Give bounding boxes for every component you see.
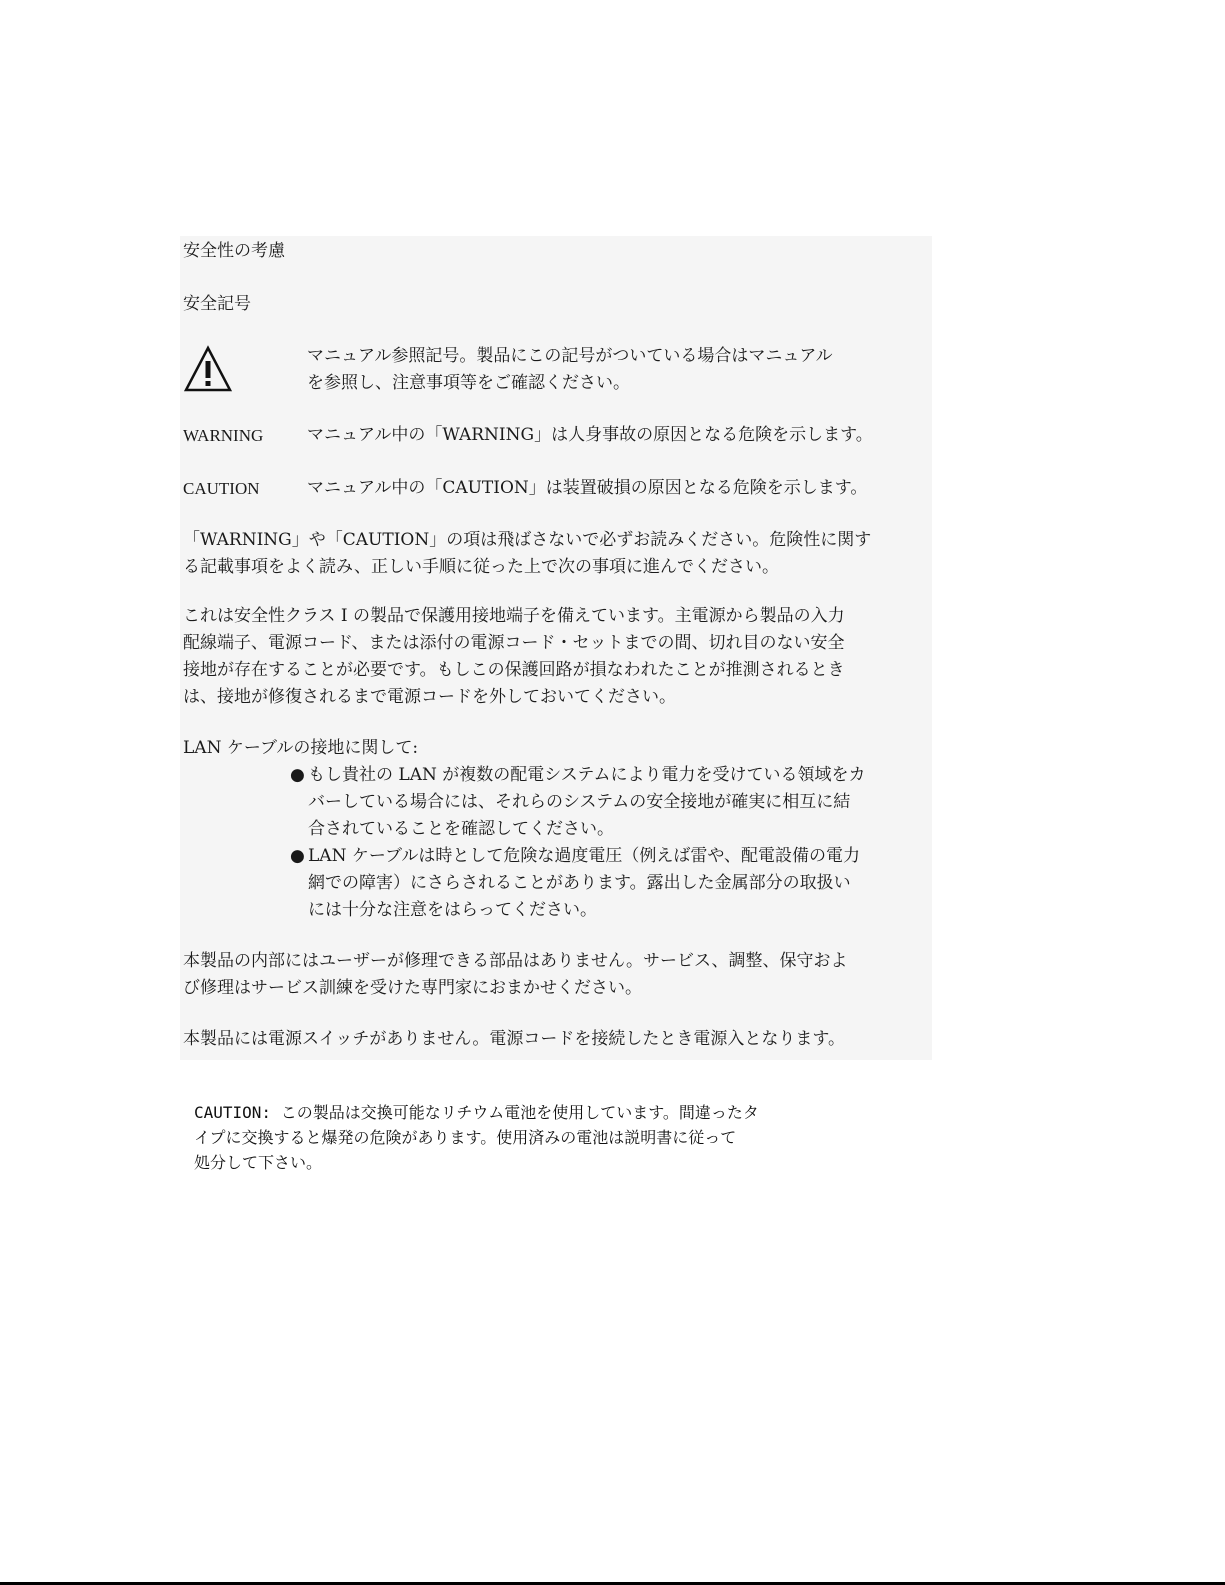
- bullet-icon: ●: [290, 765, 305, 785]
- list-item-line: バーしている場合には、それらのシステムの安全接地が確実に相互に結: [308, 792, 851, 812]
- battery-caution-line: CAUTION: この製品は交換可能なリチウム電池を使用しています。間違ったタ: [194, 1103, 759, 1122]
- paragraph-line: 「WARNING」や「CAUTION」の項は飛ばさないで必ずお読みください。危険性に関す: [183, 530, 872, 550]
- section-subtitle: 安全記号: [183, 294, 251, 314]
- paragraph-line: る記載事項をよく読み、正しい手順に従った上で次の事項に進んでください。: [183, 557, 780, 577]
- warning-triangle-icon: [183, 345, 233, 393]
- bullet-icon: ●: [290, 846, 305, 866]
- caution-label: CAUTION: [183, 479, 260, 498]
- symbol-description: [307, 343, 833, 397]
- list-item-line: には十分な注意をはらってください。: [308, 900, 597, 920]
- lan-section-title: LAN ケーブルの接地に関して:: [183, 738, 419, 758]
- paragraph-line: これは安全性クラス I の製品で保護用接地端子を備えています。主電源から製品の入力: [183, 606, 845, 626]
- paragraph-line: び修理はサービス訓練を受けた専門家におまかせください。: [183, 978, 642, 998]
- battery-caution-line: 処分して下さい。: [194, 1153, 323, 1172]
- warning-label: WARNING: [183, 426, 264, 445]
- page-title: 安全性の考慮: [183, 241, 285, 261]
- list-item-line: もし貴社の LAN が複数の配電システムにより電力を受けている領域をカ: [308, 765, 866, 785]
- paragraph-power-switch: 本製品には電源スイッチがありません。電源コードを接続したとき電源入となります。: [183, 1029, 845, 1049]
- battery-caution-line: イプに交換すると爆発の危険があります。使用済みの電池は説明書に従って: [194, 1128, 737, 1147]
- paragraph-line: 接地が存在することが必要です。もしこの保護回路が損なわれたことが推測されるとき: [183, 660, 845, 680]
- paragraph-safety-class: [183, 603, 845, 711]
- paragraph-line: 本製品の内部にはユーザーが修理できる部品はありません。サービス、調整、保守およ: [183, 951, 848, 971]
- paragraph-no-user-parts: [183, 948, 848, 1002]
- battery-caution: [194, 1100, 759, 1175]
- list-item-line: 網での障害）にさらされることがあります。露出した金属部分の取扱い: [308, 873, 851, 893]
- warning-definition: マニュアル中の「WARNING」は人身事故の原因となる危険を示します。: [307, 425, 873, 445]
- paragraph-line: 配線端子、電源コード、または添付の電源コード・セットまでの間、切れ目のない安全: [183, 633, 845, 653]
- symbol-description-line: を参照し、注意事項等をご確認ください。: [307, 373, 630, 393]
- symbol-description-line: マニュアル参照記号。製品にこの記号がついている場合はマニュアル: [307, 346, 833, 366]
- caution-definition: マニュアル中の「CAUTION」は装置破損の原因となる危険を示します。: [307, 478, 868, 498]
- paragraph-read-warnings: [183, 527, 871, 581]
- list-item-line: LAN ケーブルは時として危険な過度電圧（例えば雷や、配電設備の電力: [308, 846, 860, 866]
- list-item-line: 合されていることを確認してください。: [308, 819, 614, 839]
- paragraph-line: は、接地が修復されるまで電源コードを外しておいてください。: [183, 687, 676, 707]
